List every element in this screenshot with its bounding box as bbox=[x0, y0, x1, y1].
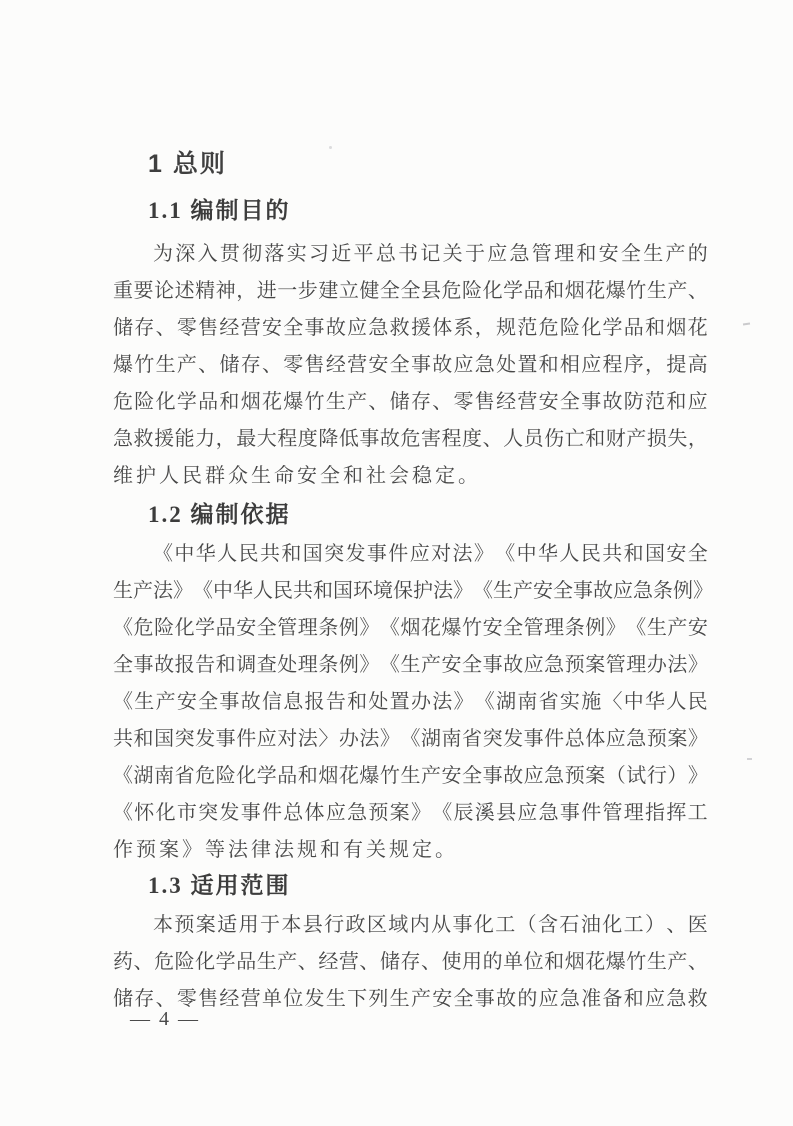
subsection-heading-1-3: 1.3 适用范围 bbox=[148, 873, 291, 898]
scan-speck bbox=[747, 758, 752, 760]
text-line: 《 危 险 化 学 品 安 全 管 理 条 例 》 《 烟 花 爆 竹 安 全 管 理 条 例 》 《 生 产 安 bbox=[113, 617, 708, 639]
text-line: 急 救 援 能 力 ， 最 大 程 度 降 低 事 故 危 害 程 度 、 人 员 伤 亡 和 财 产 损 失 ， bbox=[113, 428, 708, 450]
text-line: 储 存 、 零 售 经 营 安 全 事 故 应 急 救 援 体 系 ， 规 范 危 险 化 学 品 和 烟 花 bbox=[113, 317, 708, 339]
text-line: 储 存 、 零 售 经 营 单 位 发 生 下 列 生 产 安 全 事 故 的 应 急 准 备 和 应 急 救 bbox=[113, 988, 708, 1010]
text-line: 生 产 法 》 《 中 华 人 民 共 和 国 环 境 保 护 法 》 《 生 产 安 全 事 故 应 急 条 例 》 bbox=[113, 580, 713, 602]
scan-speck bbox=[743, 323, 750, 326]
page-number: — 4 — bbox=[130, 1008, 200, 1030]
text-line: 《 生 产 安 全 事 故 信 息 报 告 和 处 置 办 法 》 《 湖 南 省 实 施 〈 中 华 人 民 bbox=[113, 691, 708, 713]
subsection-heading-1-1: 1.1 编制目的 bbox=[148, 198, 291, 223]
text-line: 全 事 故 报 告 和 调 查 处 理 条 例 》 《 生 产 安 全 事 故 应 急 预 案 管 理 办 法 》 bbox=[113, 654, 708, 676]
document-body bbox=[113, 146, 713, 1015]
paragraph-purpose bbox=[113, 233, 708, 492]
text-line: 重 要 论 述 精 神 ， 进 一 步 建 立 健 全 全 县 危 险 化 学 品 和 烟 花 爆 竹 生 产 、 bbox=[113, 280, 708, 302]
paragraph-scope bbox=[113, 904, 708, 1015]
chapter-heading: 1 总则 bbox=[148, 150, 227, 178]
text-line: 共 和 国 突 发 事 件 应 对 法 〉 办 法 》 《 湖 南 省 突 发 事 件 总 体 应 急 预 案 》 bbox=[113, 728, 708, 750]
text-line: 维 护 人 民 群 众 生 命 安 全 和 社 会 稳 定 。 bbox=[113, 465, 478, 487]
subsection-heading-1-2: 1.2 编制依据 bbox=[148, 502, 291, 527]
scan-speck bbox=[329, 146, 332, 149]
paragraph-basis bbox=[113, 533, 713, 866]
text-line: 《 中 华 人 民 共 和 国 突 发 事 件 应 对 法 》 《 中 华 人 民 共 和 国 安 全 bbox=[153, 543, 708, 565]
text-line: 为 深 入 贯 彻 落 实 习 近 平 总 书 记 关 于 应 急 管 理 和 安 全 生 产 的 bbox=[153, 243, 708, 265]
text-line: 爆 竹 生 产 、 储 存 、 零 售 经 营 安 全 事 故 应 急 处 置 和 相 应 程 序 ， 提 高 bbox=[113, 354, 708, 376]
text-line: 作 预 案 》 等 法 律 法 规 和 有 关 规 定 。 bbox=[113, 839, 455, 861]
text-line: 《 怀 化 市 突 发 事 件 总 体 应 急 预 案 》 《 辰 溪 县 应 急 事 件 管 理 指 挥 工 bbox=[113, 802, 708, 824]
text-line: 《 湖 南 省 危 险 化 学 品 和 烟 花 爆 竹 生 产 安 全 事 故 应 急 预 案 （ 试 行 ） 》 bbox=[113, 765, 708, 787]
text-line: 药 、 危 险 化 学 品 生 产 、 经 营 、 储 存 、 使 用 的 单 位 和 烟 花 爆 竹 生 产 、 bbox=[113, 951, 708, 973]
text-line: 本 预 案 适 用 于 本 县 行 政 区 域 内 从 事 化 工 （ 含 石 油 化 工 ） 、 医 bbox=[153, 914, 708, 936]
text-line: 危 险 化 学 品 和 烟 花 爆 竹 生 产 、 储 存 、 零 售 经 营 安 全 事 故 防 范 和 应 bbox=[113, 391, 708, 413]
